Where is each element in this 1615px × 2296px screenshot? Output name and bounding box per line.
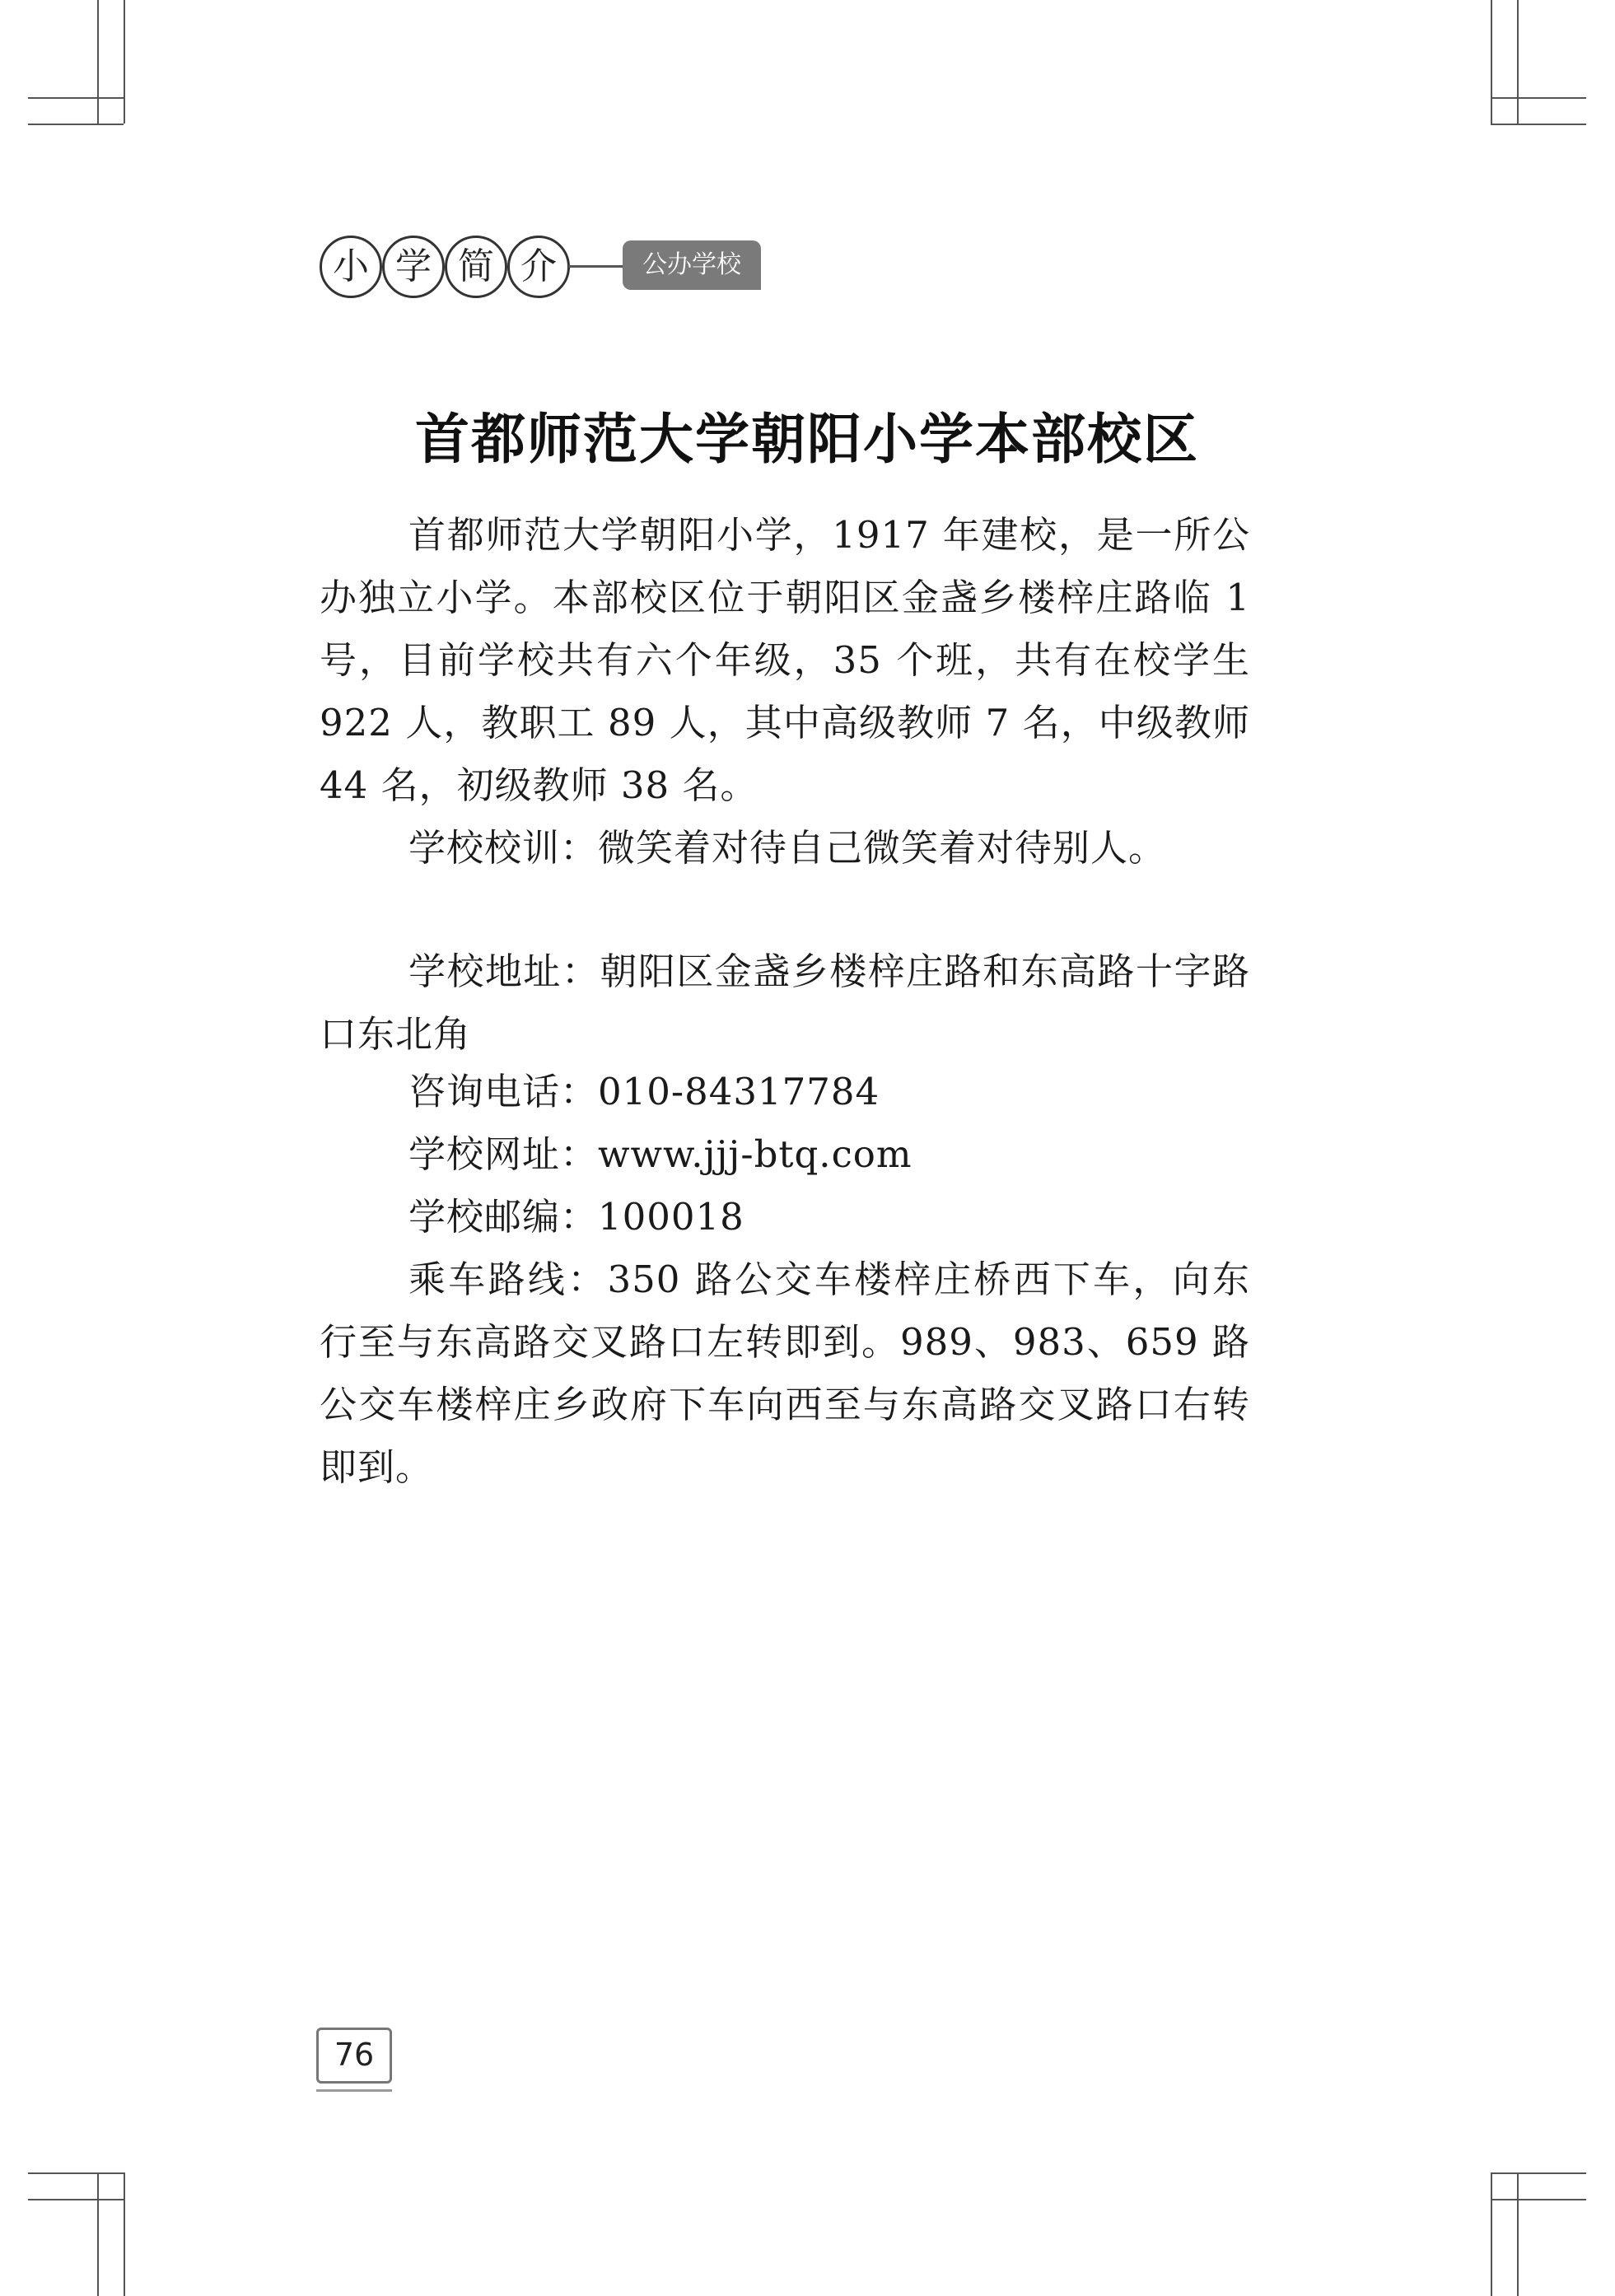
crop-mark xyxy=(97,2172,99,2296)
crop-mark xyxy=(1491,124,1586,125)
header-circle-char: 学 xyxy=(382,236,445,298)
page-title: 首都师范大学朝阳小学本部校区 xyxy=(415,408,1199,471)
header-circle-char: 小 xyxy=(320,236,382,298)
address-paragraph: 学校地址：朝阳区金盏乡楼梓庄路和东高路十字路口东北角 xyxy=(320,950,1250,1056)
crop-mark xyxy=(28,97,124,99)
website-paragraph: 学校网址：www.jjj-btq.com xyxy=(408,1132,913,1176)
crop-mark xyxy=(1491,2199,1586,2200)
motto-paragraph: 学校校训：微笑着对待自己微笑着对待别人。 xyxy=(408,826,1167,870)
crop-mark xyxy=(28,2172,124,2174)
page-number-book-base xyxy=(316,2084,392,2092)
transport-paragraph: 乘车路线：350 路公交车楼梓庄桥西下车，向东行至与东高路交叉路口左转即到。989、983、659 路公交车楼梓庄乡政府下车向西至与东高路交叉路口右转即到。 xyxy=(320,1258,1250,1489)
page-number: 76 xyxy=(316,2028,392,2084)
crop-mark xyxy=(1517,0,1519,124)
crop-mark xyxy=(1491,2172,1586,2174)
category-tab: 公办学校 xyxy=(623,240,761,290)
crop-mark xyxy=(1517,2172,1519,2296)
crop-mark xyxy=(1491,2172,1492,2296)
crop-mark xyxy=(1491,97,1586,99)
postcode-paragraph: 学校邮编：100018 xyxy=(408,1195,744,1239)
header-connector-line xyxy=(568,265,623,268)
phone-paragraph: 咨询电话：010-84317784 xyxy=(408,1070,880,1113)
crop-mark xyxy=(28,2199,124,2200)
crop-mark xyxy=(124,0,125,124)
crop-mark xyxy=(124,2172,125,2296)
crop-mark xyxy=(28,124,124,125)
intro-paragraph: 首都师范大学朝阳小学，1917 年建校，是一所公办独立小学。本部校区位于朝阳区金盏乡楼梓庄路临 1 号，目前学校共有六个年级，35 个班，共有在校学生 922 人，教职工 89 人，其中高级教师 7 名，中级教师 44 名，初级教师 38 名。 xyxy=(320,513,1250,807)
header-circle-char: 介 xyxy=(507,236,570,298)
crop-mark xyxy=(97,0,99,124)
header-circle-char: 简 xyxy=(445,236,507,298)
crop-mark xyxy=(1491,0,1492,124)
